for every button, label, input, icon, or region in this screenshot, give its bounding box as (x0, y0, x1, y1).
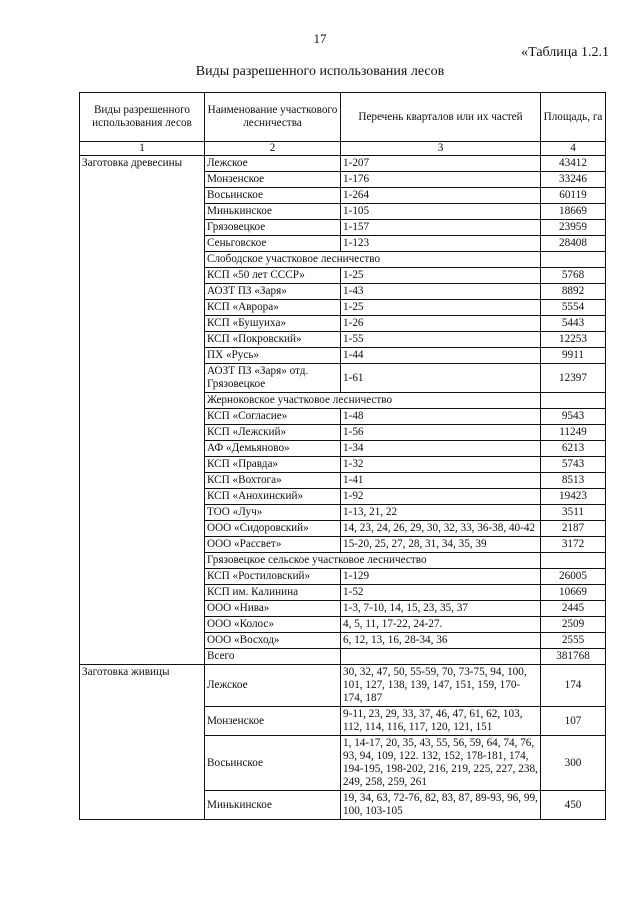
forest-use-table (79, 92, 606, 820)
forestry-name: ООО «Рассвет» (205, 537, 341, 553)
forestry-name: Сеньговское (205, 236, 341, 252)
quarters-list: 9-11, 23, 29, 33, 37, 46, 47, 61, 62, 103, 112, 114, 116, 117, 120, 121, 151 (341, 707, 541, 736)
area-value: 2555 (541, 633, 606, 649)
area-value: 23959 (541, 220, 606, 236)
area-value: 12397 (541, 364, 606, 393)
area-value: 5443 (541, 316, 606, 332)
forestry-name: Минькинское (205, 791, 341, 820)
quarters-list: 1-43 (341, 284, 541, 300)
area-value: 12253 (541, 332, 606, 348)
quarters-list: 1-34 (341, 441, 541, 457)
forestry-name: Минькинское (205, 204, 341, 220)
header-quarters: Перечень кварталов или их частей (341, 93, 541, 142)
area-value: 5554 (541, 300, 606, 316)
quarters-list: 1-61 (341, 364, 541, 393)
use-type-cell: Заготовка живицы (80, 665, 205, 820)
forestry-name: Монзенское (205, 172, 341, 188)
area-value: 9911 (541, 348, 606, 364)
quarters-list: 1-176 (341, 172, 541, 188)
area-value: 8513 (541, 473, 606, 489)
forestry-name: КСП «Покровский» (205, 332, 341, 348)
area-value: 5768 (541, 268, 606, 284)
quarters-list: 1-48 (341, 409, 541, 425)
quarters-list: 1-44 (341, 348, 541, 364)
quarters-list: 1-129 (341, 569, 541, 585)
area-value: 28408 (541, 236, 606, 252)
area-value: 33246 (541, 172, 606, 188)
quarters-list: 6, 12, 13, 16, 28-34, 36 (341, 633, 541, 649)
forestry-name: Лежское (205, 665, 341, 707)
quarters-list: 1-13, 21, 22 (341, 505, 541, 521)
header-forestry-name: Наименование участкового лесничества (205, 93, 341, 142)
area-value: 10669 (541, 585, 606, 601)
area-value: 3172 (541, 537, 606, 553)
quarters-list: 1-157 (341, 220, 541, 236)
quarters-list (341, 649, 541, 665)
area-value: 174 (541, 665, 606, 707)
quarters-list: 1-26 (341, 316, 541, 332)
forestry-name: КСП «Бушуиха» (205, 316, 341, 332)
forestry-name: АОЗТ ПЗ «Заря» отд. Грязовецкое (205, 364, 341, 393)
forestry-name: КСП «Правда» (205, 457, 341, 473)
empty-cell (541, 252, 606, 268)
forestry-name: АФ «Демьяново» (205, 441, 341, 457)
header-use-type: Виды разрешенного использования лесов (80, 93, 205, 142)
quarters-list: 4, 5, 11, 17-22, 24-27. (341, 617, 541, 633)
forestry-name: ООО «Колос» (205, 617, 341, 633)
forestry-name: Монзенское (205, 707, 341, 736)
empty-cell (541, 553, 606, 569)
quarters-list: 1-41 (341, 473, 541, 489)
quarters-list: 1-207 (341, 156, 541, 172)
forestry-name: КСП «Анохинский» (205, 489, 341, 505)
area-value: 300 (541, 736, 606, 791)
quarters-list: 1-55 (341, 332, 541, 348)
area-value: 3511 (541, 505, 606, 521)
area-value: 2509 (541, 617, 606, 633)
quarters-list: 1-264 (341, 188, 541, 204)
area-value: 9543 (541, 409, 606, 425)
quarters-list: 15-20, 25, 27, 28, 31, 34, 35, 39 (341, 537, 541, 553)
area-value: 26005 (541, 569, 606, 585)
forestry-name: Восьинское (205, 736, 341, 791)
quarters-list: 1-92 (341, 489, 541, 505)
forestry-name: АОЗТ ПЗ «Заря» (205, 284, 341, 300)
forestry-name: ООО «Нива» (205, 601, 341, 617)
area-value: 43412 (541, 156, 606, 172)
forestry-name: КСП «Аврора» (205, 300, 341, 316)
table-title: Виды разрешенного использования лесов (195, 64, 445, 79)
table-row (80, 156, 606, 172)
forestry-name: ТОО «Луч» (205, 505, 341, 521)
forestry-name: Восьинское (205, 188, 341, 204)
subsection-title: Слободское участковое лесничество (205, 252, 541, 268)
header-row (80, 93, 606, 142)
area-value: 2187 (541, 521, 606, 537)
table-label: «Таблица 1.2.1 (521, 45, 609, 60)
quarters-list: 1-56 (341, 425, 541, 441)
quarters-list: 30, 32, 47, 50, 55-59, 70, 73-75, 94, 100, 101, 127, 138, 139, 147, 151, 159, 170-174, 187 (341, 665, 541, 707)
forestry-name: Лежское (205, 156, 341, 172)
forestry-name: КСП «Согласие» (205, 409, 341, 425)
forestry-name: Грязовецкое (205, 220, 341, 236)
column-number: 1 (80, 142, 205, 156)
area-value: 2445 (541, 601, 606, 617)
column-number: 4 (541, 142, 606, 156)
use-type-cell: Заготовка древесины (80, 156, 205, 665)
column-number: 3 (341, 142, 541, 156)
column-number: 2 (205, 142, 341, 156)
area-value: 107 (541, 707, 606, 736)
quarters-list: 1-32 (341, 457, 541, 473)
quarters-list: 1-25 (341, 268, 541, 284)
quarters-list: 1-3, 7-10, 14, 15, 23, 35, 37 (341, 601, 541, 617)
quarters-list: 19, 34, 63, 72-76, 82, 83, 87, 89-93, 96, 99, 100, 103-105 (341, 791, 541, 820)
quarters-list: 1-52 (341, 585, 541, 601)
forestry-name: КСП «Лежский» (205, 425, 341, 441)
quarters-list: 1-123 (341, 236, 541, 252)
quarters-list: 14, 23, 24, 26, 29, 30, 32, 33, 36-38, 40-42 (341, 521, 541, 537)
subsection-title: Грязовецкое сельское участковое лесничество (205, 553, 541, 569)
quarters-list: 1, 14-17, 20, 35, 43, 55, 56, 59, 64, 74, 76, 93, 94, 109, 122. 132, 152, 178-181, 174, 194-195, 198-202, 216, 219, 225, 227, 238, 249, 258, 259, 261 (341, 736, 541, 791)
forestry-name: КСП «50 лет СССР» (205, 268, 341, 284)
quarters-list: 1-105 (341, 204, 541, 220)
forestry-name: КСП им. Калинина (205, 585, 341, 601)
column-number-row (80, 142, 606, 156)
forestry-name: ООО «Восход» (205, 633, 341, 649)
table-body (80, 156, 606, 820)
area-value: 18669 (541, 204, 606, 220)
area-value: 6213 (541, 441, 606, 457)
forestry-name: ООО «Сидоровский» (205, 521, 341, 537)
table-row (80, 665, 606, 707)
subsection-title: Жерноковское участковое лесничество (205, 393, 541, 409)
area-value: 11249 (541, 425, 606, 441)
quarters-list: 1-25 (341, 300, 541, 316)
area-value: 19423 (541, 489, 606, 505)
forestry-name: КСП «Ростиловский» (205, 569, 341, 585)
area-value: 60119 (541, 188, 606, 204)
area-value: 5743 (541, 457, 606, 473)
page-number: 17 (313, 31, 327, 46)
area-value: 8892 (541, 284, 606, 300)
header-area: Площадь, га (541, 93, 606, 142)
empty-cell (541, 393, 606, 409)
forestry-name: КСП «Вохтога» (205, 473, 341, 489)
area-value: 450 (541, 791, 606, 820)
forestry-name: Всего (205, 649, 341, 665)
forestry-name: ПХ «Русь» (205, 348, 341, 364)
area-value: 381768 (541, 649, 606, 665)
